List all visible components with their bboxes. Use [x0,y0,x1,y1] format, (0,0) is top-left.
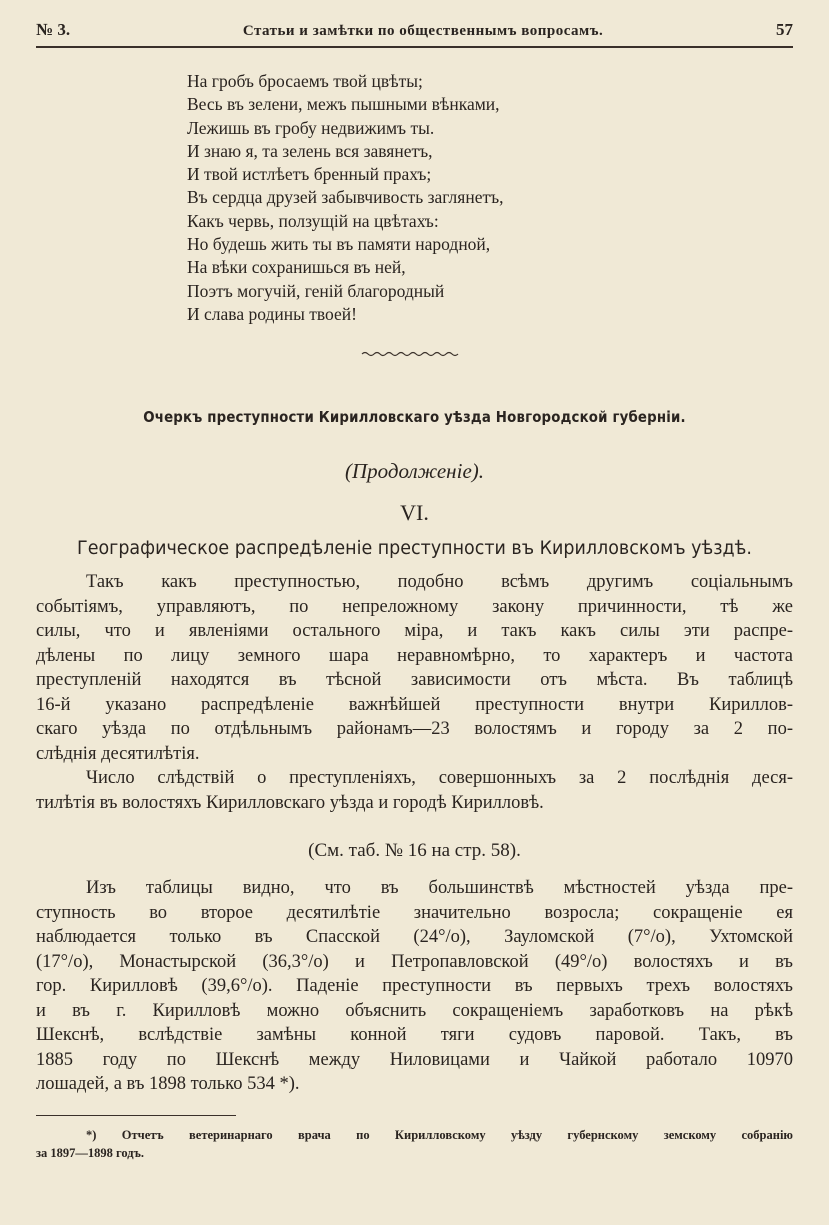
poem-line: Лежишь въ гробу недвижимъ ты. [187,117,435,138]
section-number: VI. [400,500,429,525]
section-title: Географическое распредѣленіе преступности въ Кирилловскомъ уѣздѣ. [77,537,752,559]
text-line: Такъ какъ преступностью, подобно всѣмъ другимъ соціальнымъ [86,572,793,592]
poem [187,70,747,326]
text-line: преступленій находятся въ тѣсной зависимости отъ мѣста. Въ таблицѣ [36,670,793,690]
poem-line: На гробъ бросаемъ твой цвѣты; [187,71,423,91]
poem-line: Въ сердца друзей забывчивость заглянетъ, [187,187,504,208]
header-rule [36,46,793,48]
poem-line: Весь въ зелени, межъ пышными вѣнками, [187,94,500,115]
poem-line: Поэтъ могучій, геній благородный [187,280,445,301]
text-line: (17°/o), Монастырской (36,3°/o) и Петропавловской (49°/o) волостяхъ и въ [36,951,793,972]
poem-line: И знаю я, та зелень вся завянетъ, [187,140,433,161]
section-divider-ornament [360,349,460,359]
poem-line: На вѣки сохранишься въ ней, [187,257,406,278]
paragraph-2 [36,766,793,815]
poem-line: Какъ червь, ползущій на цвѣтахъ: [187,210,439,231]
poem-line: И твой истлѣетъ бренный прахъ; [187,164,432,185]
footnote-line: за 1897—1898 годъ. [36,1146,145,1160]
table-reference: (См. таб. № 16 на стр. 58). [308,840,521,861]
poem-line: Но будешь жить ты въ памяти народной, [187,234,491,255]
text-line: 16-й указано распредѣленіе важнѣйшей преступности внутри Кириллов- [36,694,793,715]
text-line: Изъ таблицы видно, что въ большинствѣ мѣстностей уѣзда пре- [86,878,793,898]
page-number: 57 [776,20,793,39]
text-line: и въ г. Кирилловѣ можно объяснить сокращеніемъ заработковъ на рѣкѣ [36,1000,793,1021]
text-line: гор. Кирилловѣ (39,6°/o). Паденіе преступности въ первыхъ трехъ волостяхъ [36,976,793,996]
article-heading: Очеркъ преступности Кирилловскаго уѣзда Новгородской губерніи. [143,408,686,426]
paragraph-3 [36,876,793,1097]
text-line: силы, что и явленіями остального міра, и такъ какъ силы эти распре- [36,621,793,641]
text-line: ступность во второе десятилѣтіе значительно возросла; сокращеніе ея [36,902,793,923]
issue-number: № 3. [36,20,71,39]
text-line: Число слѣдствій о преступленіяхъ, совершонныхъ за 2 послѣднія деся- [86,768,793,788]
paragraph-1 [36,570,793,766]
text-line: Шекснѣ, вслѣдствіе замѣны конной тяги судовъ паровой. Такъ, въ [36,1025,793,1045]
text-line: дѣлены по лицу земного шара неравномѣрно, то характеръ и частота [36,645,793,666]
page-header [36,20,793,46]
footnote [36,1126,793,1162]
poem-line: И слава родины твоей! [187,303,357,324]
text-line: наблюдается только въ Спасской (24°/o), Зауломской (7°/o), Ухтомской [36,927,793,947]
text-line: скаго уѣзда по отдѣльнымъ районамъ—23 волостямъ и городу за 2 по- [36,719,793,739]
text-line: слѣднія десятилѣтія. [36,743,200,764]
text-line: событіямъ, управляютъ, по непреложному закону причинности, тѣ же [36,596,793,617]
continuation-label: (Продолженіе). [344,459,485,483]
text-line: тилѣтія въ волостяхъ Кирилловскаго уѣзда и городѣ Кирилловѣ. [36,792,544,813]
running-title: Статьи и замѣтки по общественнымъ вопросамъ. [242,23,604,39]
footnote-line: *) Отчетъ ветеринарнаго врача по Кирилловскому уѣзду губернскому земскому собранію [86,1128,793,1142]
footnote-rule [36,1115,236,1116]
text-line: 1885 году по Шекснѣ между Ниловицами и Чайкой работало 10970 [36,1049,793,1070]
text-line: лошадей, а въ 1898 только 534 *). [36,1074,300,1094]
